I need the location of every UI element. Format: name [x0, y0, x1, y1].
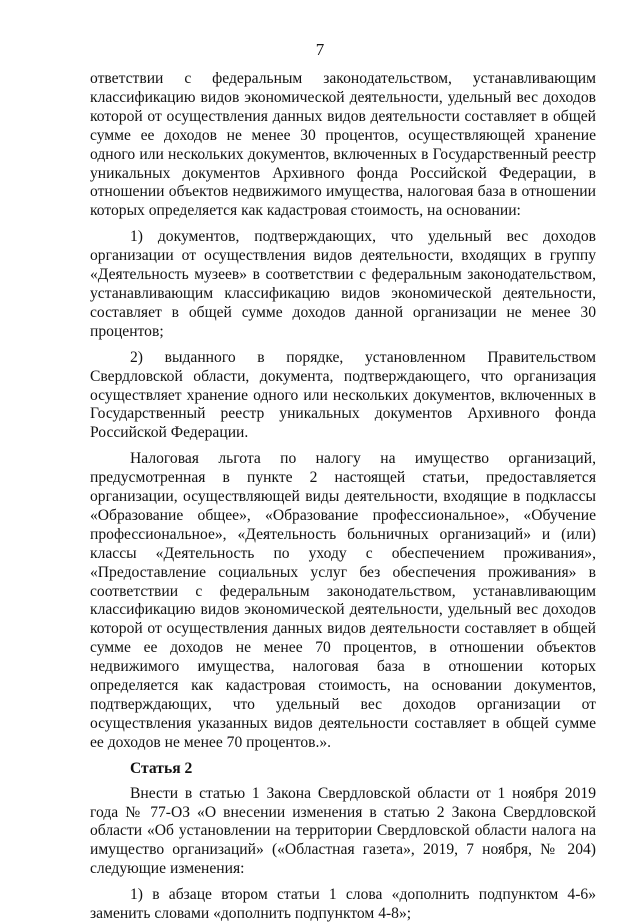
paragraph-amendment-item-1: 1) в абзаце втором статьи 1 слова «дополнить подпунктом 4-6» заменить словами «дополнить подпунктом 4-8»; [90, 886, 596, 923]
paragraph-item-2: 2) выданного в порядке, установленном Правительством Свердловской области, документа, подтверждающего, что организация осуществляет хранение одного или нескольких документов, включенных в Государственный реестр уникальных документов Архивного фонда Российской Федерации. [90, 348, 596, 442]
paragraph-item-1: 1) документов, подтверждающих, что удельный вес доходов организации от осуществления видов деятельности, входящих в группу «Деятельность музеев» в соответствии с федеральным законодательством, устанавливающим классификацию видов экономической деятельности, составляет в общей сумме доходов данной организации не менее 30 процентов; [90, 228, 596, 340]
paragraph-continuation: ответствии с федеральным законодательством, устанавливающим классификацию видов экономической деятельности, удельный вес доходов которой от осуществления данных видов деятельности составляет в общей сумме ее доходов не менее 30 процентов, осуществляющей хранение одного или нескольких документов, включенных в Государственный реестр уникальных документов Архивного фонда Российской Федерации, в отношении объектов недвижимого имущества, налоговая база в отношении которых определяется как кадастровая стоимость, на основании: [90, 70, 596, 220]
paragraph-tax-benefit: Налоговая льгота по налогу на имущество организаций, предусмотренная в пункте 2 настоящей статьи, предоставляется организации, осуществляющей виды деятельности, входящие в подклассы «Образование общее», «Образование профессиональное», «Обучение профессиональное», «Деятельность больничных организаций» и (или) классы «Деятельность по уходу с обеспечением проживания», «Предоставление социальных услуг без обеспечения проживания» в соответствии с федеральным законодательством, устанавливающим классификацию видов экономической деятельности, удельный вес доходов которой от осуществления данных видов деятельности составляет в общей сумме ее доходов не менее 70 процентов, в отношении объектов недвижимого имущества, налоговая база в отношении которых определяется как кадастровая стоимость, на основании документов, подтверждающих, что удельный вес доходов организации от осуществления указанных видов деятельности составляет в общей сумме ее доходов не менее 70 процентов.». [90, 450, 596, 751]
page-number: 7 [315, 40, 325, 59]
paragraph-amendment: Внести в статью 1 Закона Свердловской области от 1 ноября 2019 года № 77-ОЗ «О внесении изменения в статью 2 Закона Свердловской области «Об установлении на территории Свердловской области налога на имущество организаций» («Областная газета», 2019, 7 ноября, № 204) следующие изменения: [90, 784, 596, 878]
document-body [90, 70, 596, 924]
article-heading: Статья 2 [130, 759, 193, 777]
